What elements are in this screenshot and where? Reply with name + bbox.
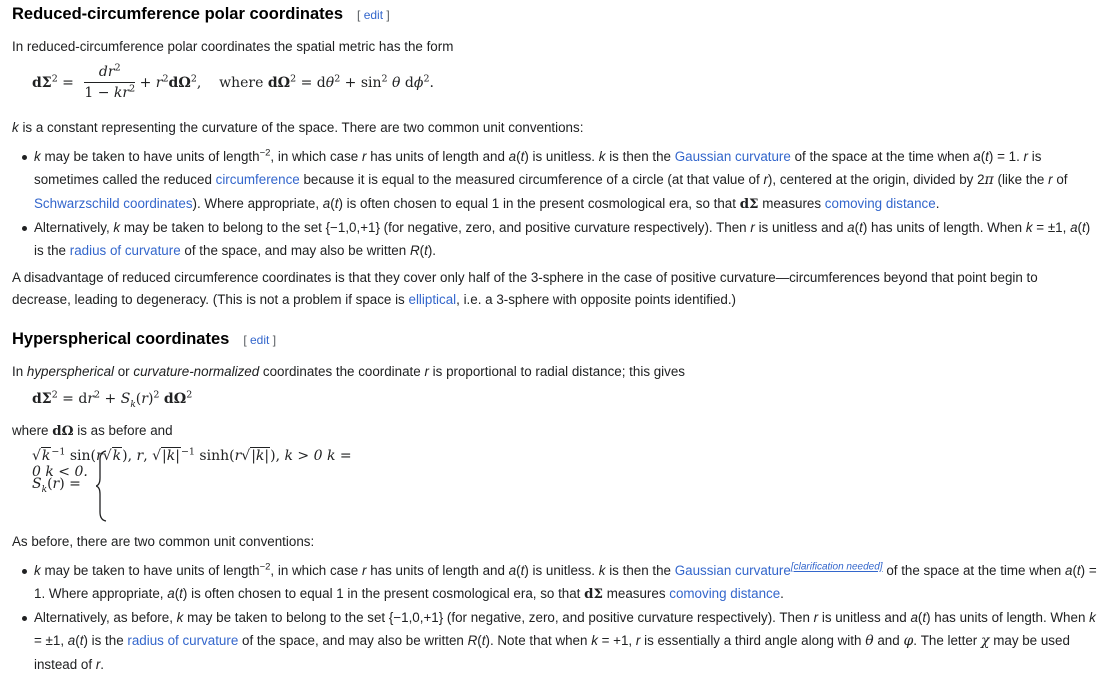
metric-equation-1: $d\Sigma^2$ = $\frac{dr^2}{1 - kr^2}$ + $r^2d\Omega^2$, where $d\Omega^2 = d\theta^2 + \sin^2 \theta$ $d\phi^2$. — [32, 62, 434, 101]
comoving-distance-link[interactable]: comoving distance — [824, 196, 936, 211]
metric-equation-2: $d\Sigma^2 = dr^2 + S_k(r)^2$ $d\Omega^2$ — [32, 389, 193, 410]
k-definition-paragraph: k is a constant representing the curvature of the space. There are two common unit conventions: — [12, 120, 584, 135]
radius-of-curvature-link[interactable]: radius of curvature — [69, 243, 181, 258]
unit-conventions-list-2 — [12, 559, 1097, 676]
where-word: where — [219, 74, 264, 91]
edit-link[interactable]: edit — [363, 8, 384, 22]
intro-paragraph: In reduced-circumference polar coordinates the spatial metric has the form — [12, 39, 454, 54]
schwarzschild-coordinates-link[interactable]: Schwarzschild coordinates — [34, 196, 193, 211]
hyperspherical-intro-paragraph: In hyperspherical or curvature-normalized coordinates the coordinate r is proportional to radial distance; this gives — [12, 364, 685, 379]
radius-of-curvature-link[interactable]: radius of curvature — [127, 633, 239, 648]
disadvantage-paragraph: A disadvantage of reduced circumference coordinates is that they cover only half of the 3-sphere in the case of positive curvature—circumferences beyond that point begin to decrease, leading to degeneracy. (This is not a problem if space is elliptical, i.e. a 3-sphere with opposite points identified.) — [12, 270, 1038, 307]
circumference-link[interactable]: circumference — [215, 172, 300, 187]
section-heading-hyperspherical — [12, 330, 276, 349]
heading-text: Reduced-circumference polar coordinates — [12, 5, 344, 23]
gaussian-curvature-link[interactable]: Gaussian curvature — [674, 149, 791, 164]
unit-conventions-list-1 — [12, 145, 1097, 262]
list-item: Alternatively, as before, k may be taken to belong to the set {−1,0,+1} (for negative, zero, and positive curvature respectively). Then r is unitless and a(t) has units of length. When k = ±1, a(t) is the radius of curvature of the space, and may also be written R(t). Note that when k = +1, r is essentially a third angle along with θ and φ. The letter χ may be used instead of r. — [12, 606, 1097, 676]
list-item: k may be taken to have units of length$^{-2}$, in which case r has units of length and a(t) is unitless. k is then the Gaussian curvature[clarification needed] of the space at the time when a(t) = 1. Where appropriate, a(t) is often chosen to equal 1 in the present cosmological era, so that dΣ measures comoving distance. — [12, 559, 1097, 606]
left-brace-icon — [96, 450, 108, 522]
edit-section-control: [ edit ] — [243, 333, 277, 347]
case-condition: k = 0 — [32, 448, 352, 480]
list-item: Alternatively, k may be taken to belong to the set {−1,0,+1} (for negative, zero, and positive curvature respectively). Then r is unitless and a(t) has units of length. When k = ±1, a(t) is the radius of curvature of the space, and may also be written R(t). — [12, 216, 1097, 262]
gaussian-curvature-link[interactable]: Gaussian curvature — [674, 563, 791, 578]
heading-text: Hyperspherical coordinates — [12, 330, 230, 348]
section-heading-reduced-circumference — [12, 5, 390, 24]
piecewise-equation: $S_k(r)$ = $√k^{-1}$ sin(r√k), r, $√|k|^{-1}$ sinh(r√|k|), k > 0 k = 0 k < 0. — [32, 448, 352, 526]
clarification-needed-link[interactable]: [clarification needed] — [790, 561, 883, 573]
comoving-distance-link[interactable]: comoving distance — [669, 586, 781, 601]
where-paragraph: where dΩ is as before and — [12, 423, 173, 439]
case-condition: k > 0 — [284, 448, 323, 464]
elliptical-link[interactable]: elliptical — [408, 292, 457, 307]
edit-link[interactable]: edit — [250, 333, 270, 347]
edit-section-control: [ edit ] — [357, 8, 390, 22]
list-item: k may be taken to have units of length$^{-2}$, in which case r has units of length and a(t) is unitless. k is then the Gaussian curvature of the space at the time when a(t) = 1. r is sometimes called the reduced circumference because it is equal to the measured circumference of a circle (at that value of r), centered at the origin, divided by 2π (like the r of Schwarzschild coordinates). Where appropriate, a(t) is often chosen to equal 1 in the present cosmological era, so that dΣ measures comoving distance. — [12, 145, 1097, 216]
case-condition: k < 0. — [45, 464, 88, 480]
as-before-paragraph: As before, there are two common unit conventions: — [12, 534, 315, 549]
